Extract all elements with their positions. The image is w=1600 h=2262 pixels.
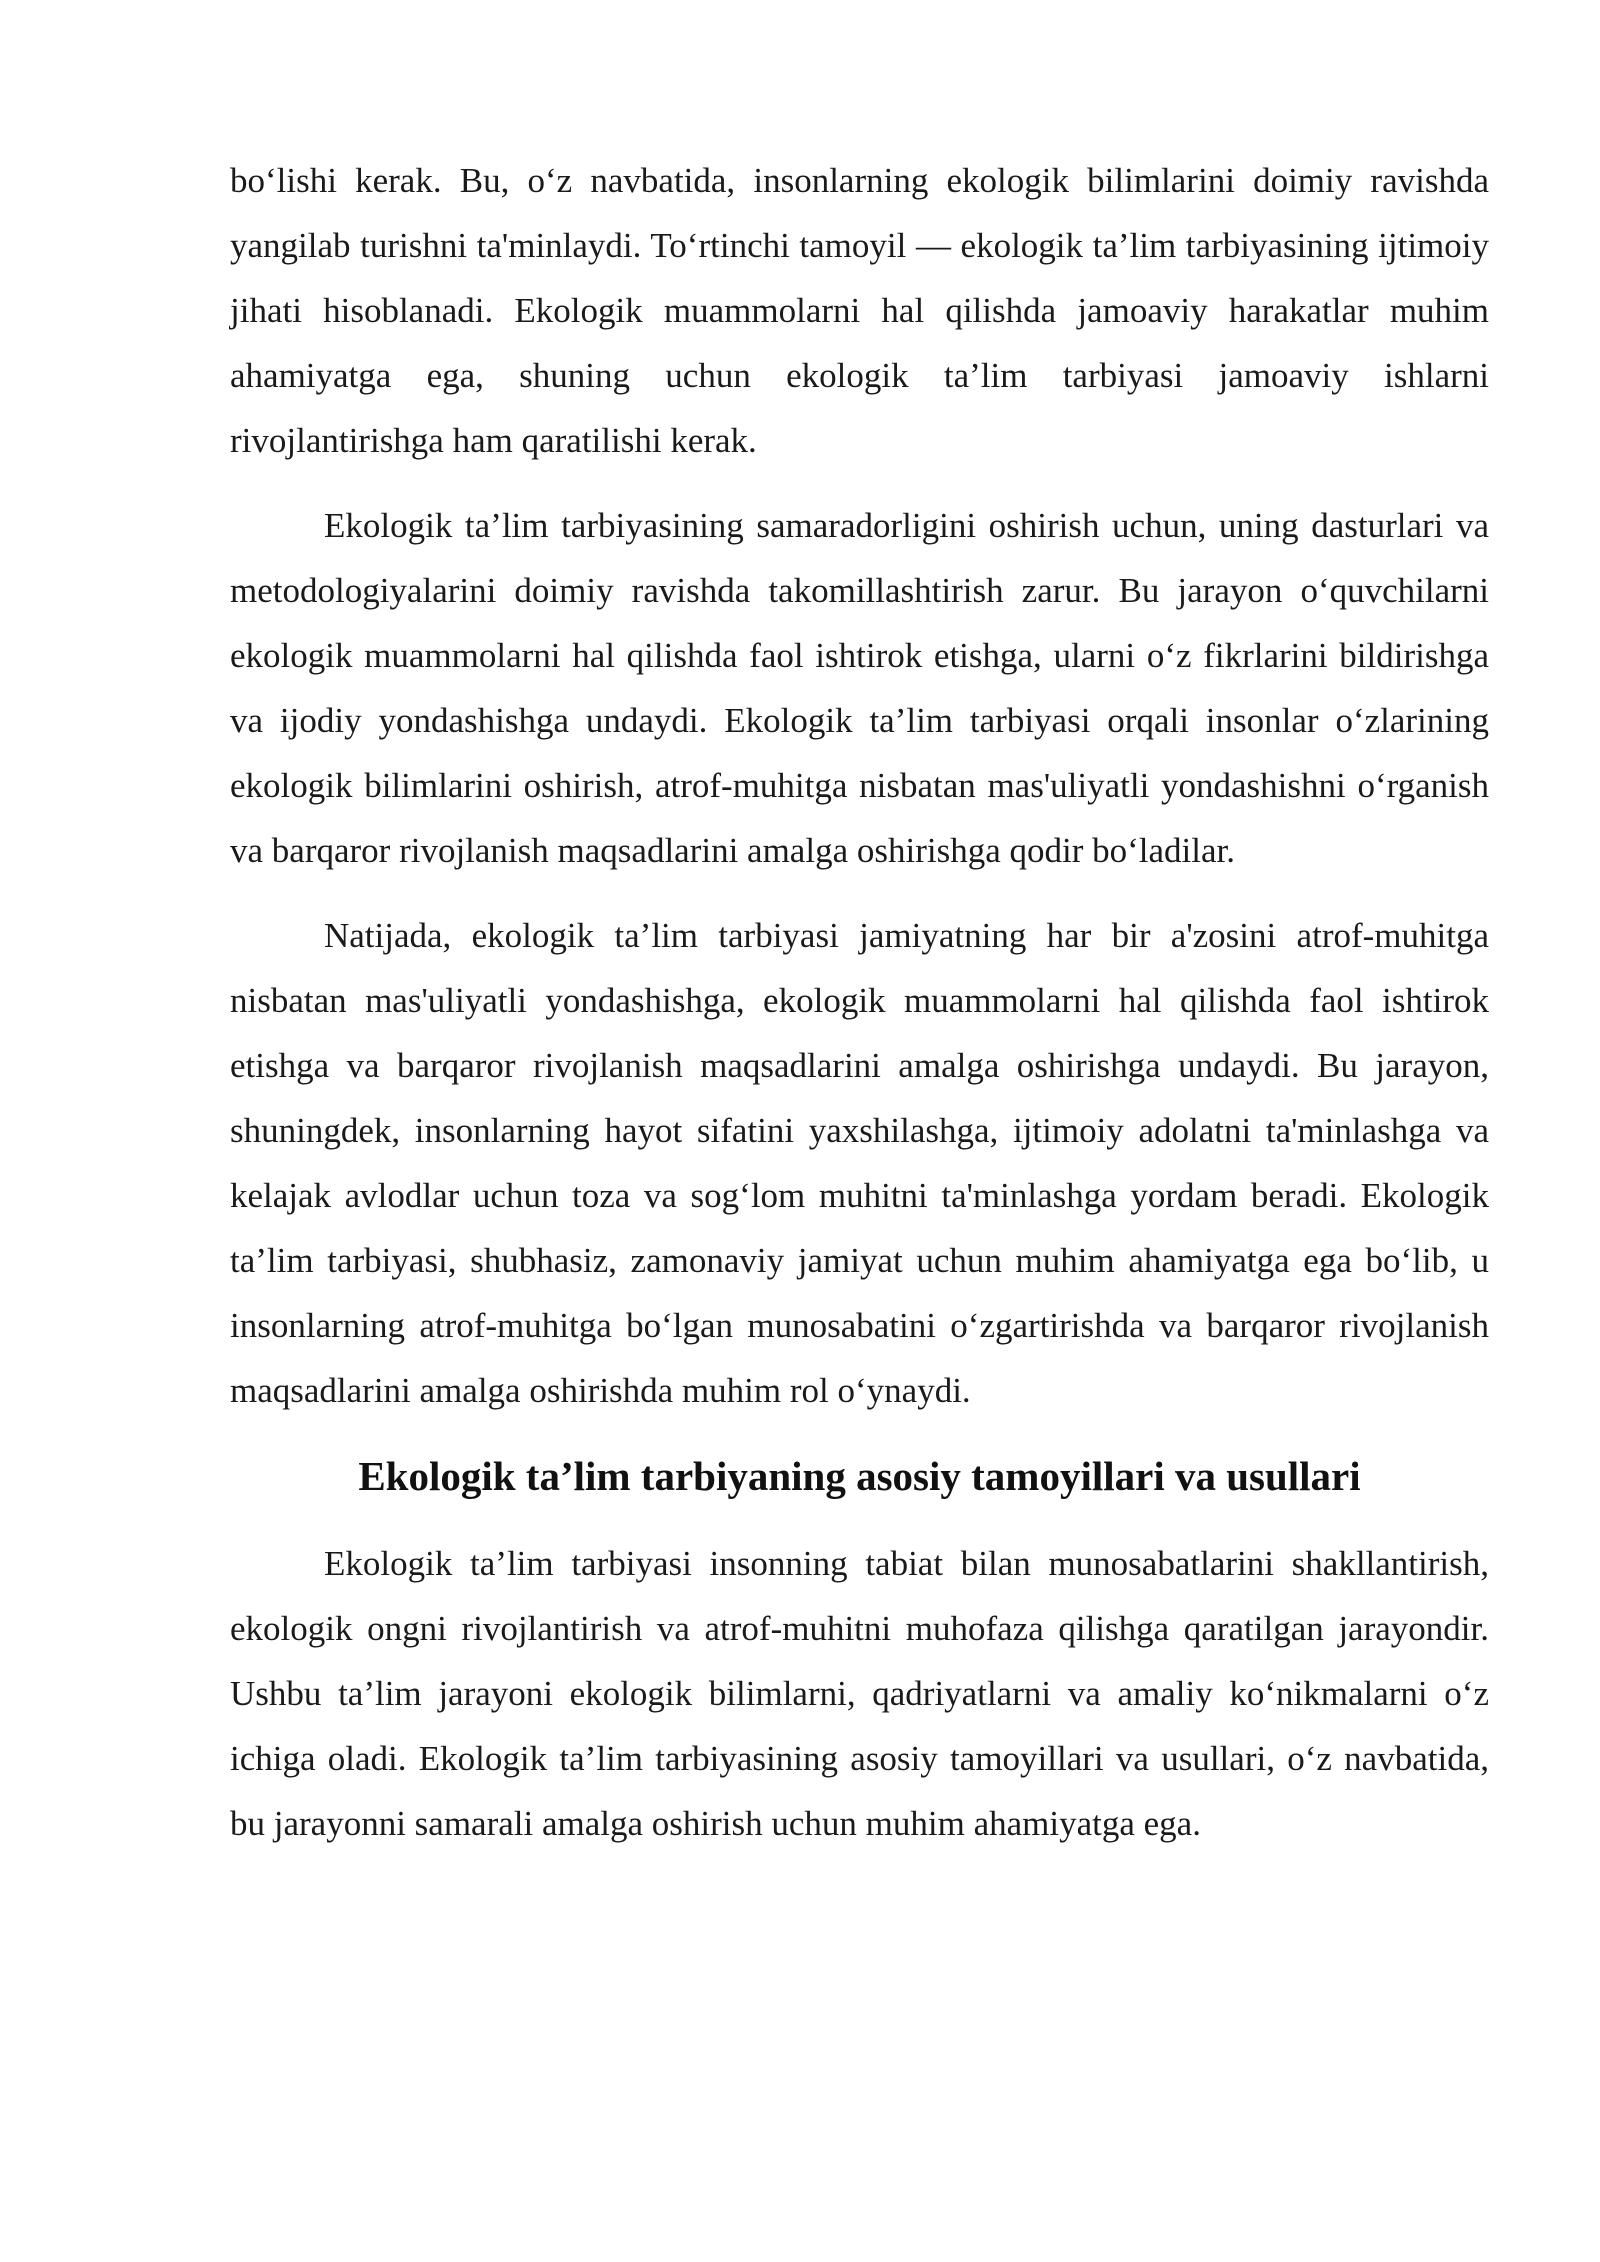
paragraph-section-intro: Ekologik ta’lim tarbiyasi insonning tabiat bilan munosabatlarini shakllantirish, ekologik ongni rivojlantirish va atrof-muhitni muhofaza qilishga qaratilgan jarayondir. Ushbu ta’lim jarayoni ekologik bilimlarni, qadriyatlarni va amaliy ko‘nikmalarni o‘z ichiga oladi. Ekologik ta’lim tarbiyasining asosiy tamoyillari va usullari, o‘z navbatida, bu jarayonni samarali amalga oshirish uchun muhim ahamiyatga ega. <box>230 1544 1489 1843</box>
section-heading: Ekologik ta’lim tarbiyaning asosiy tamoyillari va usullari <box>358 1453 1361 1499</box>
paragraph-effectiveness: Ekologik ta’lim tarbiyasining samaradorligini oshirish uchun, uning dasturlari va metodologiyalarini doimiy ravishda takomillashtirish zarur. Bu jarayon o‘quvchilarni ekologik muammolarni hal qilishda faol ishtirok etishga, ularni o‘z fikrlarini bildirishga va ijodiy yondashishga undaydi. Ekologik ta’lim tarbiyasi orqali insonlar o‘zlarining ekologik bilimlarini oshirish, atrof-muhitga nisbatan mas'uliyatli yondashishni o‘rganish va barqaror rivojlanish maqsadlarini amalga oshirishga qodir bo‘ladilar. <box>230 506 1489 870</box>
document-page <box>230 148 1489 1856</box>
paragraph-conclusion: Natijada, ekologik ta’lim tarbiyasi jamiyatning har bir a'zosini atrof-muhitga nisbatan mas'uliyatli yondashishga, ekologik muammolarni hal qilishda faol ishtirok etishga va barqaror rivojlanish maqsadlarini amalga oshirishga undaydi. Bu jarayon, shuningdek, insonlarning hayot sifatini yaxshilashga, ijtimoiy adolatni ta'minlashga va kelajak avlodlar uchun toza va sog‘lom muhitni ta'minlashga yordam beradi. Ekologik ta’lim tarbiyasi, shubhasiz, zamonaviy jamiyat uchun muhim ahamiyatga ega bo‘lib, u insonlarning atrof-muhitga bo‘lgan munosabatini o‘zgartirishda va barqaror rivojlanish maqsadlarini amalga oshirishda muhim rol o‘ynaydi. <box>230 916 1489 1410</box>
paragraph-continuation: bo‘lishi kerak. Bu, o‘z navbatida, insonlarning ekologik bilimlarini doimiy ravishda yangilab turishni ta'minlaydi. To‘rtinchi tamoyil — ekologik ta’lim tarbiyasining ijtimoiy jihati hisoblanadi. Ekologik muammolarni hal qilishda jamoaviy harakatlar muhim ahamiyatga ega, shuning uchun ekologik ta’lim tarbiyasi jamoaviy ishlarni rivojlantirishga ham qaratilishi kerak. <box>230 161 1489 460</box>
